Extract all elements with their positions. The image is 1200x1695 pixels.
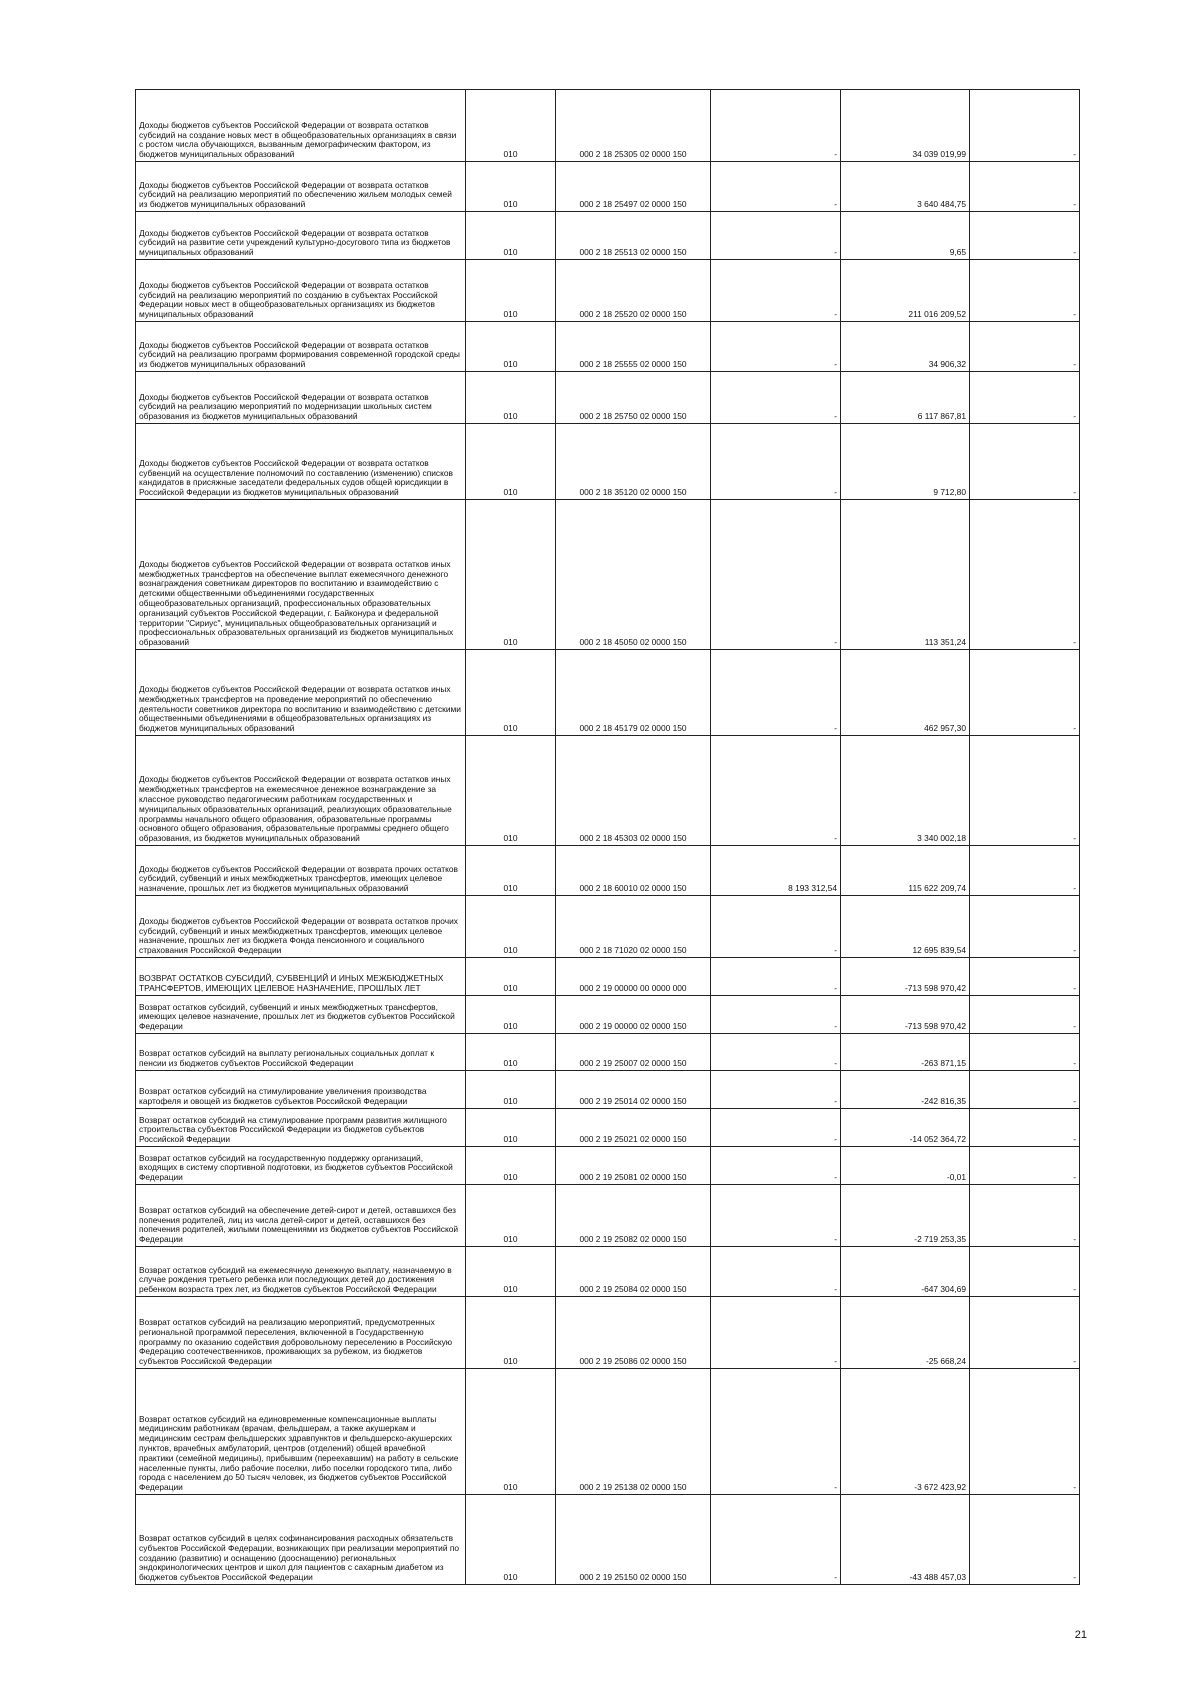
table-row [136,322,1080,372]
row-line-code: 010 [466,996,556,1034]
row-value-2: -14 052 364,72 [841,1109,970,1147]
row-value-1: - [711,424,841,500]
table-row [136,650,1080,736]
row-name: Доходы бюджетов субъектов Российской Федерации от возврата прочих остатков субсидий, субвенций и иных межбюджетных трансфертов, имеющих целевое назначение, прошлых лет из бюджетов муниципальных образований [136,846,466,896]
row-name: Доходы бюджетов субъектов Российской Федерации от возврата остатков иных межбюджетных трансфертов на ежемесячное денежное вознаграждение за классное руководство педагогическим работникам государственных и муниципальных образовательных организаций, реализующих образовательные программы начального общего образования, образовательные программы основного общего образования, образовательные программы среднего общего образования, из бюджетов муниципальных образований [136,736,466,846]
table-row [136,1109,1080,1147]
table-row [136,1034,1080,1071]
row-value-1: - [711,650,841,736]
row-value-1: - [711,212,841,260]
row-value-1: - [711,322,841,372]
row-name: Возврат остатков субсидий в целях софинансирования расходных обязательств субъектов Российской Федерации, возникающих при реализации мероприятий по созданию (развитию) и оснащению (дооснащению) региональных эндокринологических центров и школ для пациентов с сахарным диабетом из бюджетов субъектов Российской Федерации [136,1495,466,1585]
row-value-3: - [970,896,1080,958]
row-name: Возврат остатков субсидий на ежемесячную денежную выплату, назначаемую в случае рождения третьего ребенка или последующих детей до достижения ребенком возраста трех лет, из бюджетов субъектов Российской Федерации [136,1247,466,1297]
row-name: ВОЗВРАТ ОСТАТКОВ СУБСИДИЙ, СУБВЕНЦИЙ И ИНЫХ МЕЖБЮДЖЕТНЫХ ТРАНСФЕРТОВ, ИМЕЮЩИХ ЦЕЛЕВОЕ НАЗНАЧЕНИЕ, ПРОШЛЫХ ЛЕТ [136,958,466,996]
row-name: Возврат остатков субсидий на реализацию мероприятий, предусмотренных региональной программой переселения, включенной в Государственную программу по оказанию содействия добровольному переселению в Российскую Федерацию соотечественников, проживающих за рубежом, из бюджетов субъектов Российской Федерации [136,1297,466,1369]
row-value-2: 34 039 019,99 [841,90,970,162]
row-value-2: 6 117 867,81 [841,372,970,424]
row-name: Возврат остатков субсидий на стимулирование увеличения производства картофеля и овощей из бюджетов субъектов Российской Федерации [136,1071,466,1109]
table-row [136,1185,1080,1247]
page-number: 21 [1074,1629,1087,1641]
row-budget-code: 000 2 19 25021 02 0000 150 [556,1109,711,1147]
row-line-code: 010 [466,260,556,322]
row-value-1: - [711,1297,841,1369]
row-line-code: 010 [466,1297,556,1369]
row-line-code: 010 [466,896,556,958]
row-value-3: - [970,1147,1080,1185]
table-row [136,162,1080,212]
row-line-code: 010 [466,322,556,372]
row-value-3: - [970,1185,1080,1247]
row-value-3: - [970,1297,1080,1369]
row-value-1: - [711,90,841,162]
row-value-1: - [711,500,841,650]
row-value-2: 3 640 484,75 [841,162,970,212]
row-name: Возврат остатков субсидий на стимулирование программ развития жилищного строительства субъектов Российской Федерации из бюджетов субъектов Российской Федерации [136,1109,466,1147]
table-row [136,1297,1080,1369]
row-budget-code: 000 2 19 25007 02 0000 150 [556,1034,711,1071]
row-value-3: - [970,322,1080,372]
row-name: Доходы бюджетов субъектов Российской Федерации от возврата остатков прочих субсидий, субвенций и иных межбюджетных трансфертов, имеющих целевое назначение, прошлых лет из бюджета Фонда пенсионного и социального страхования Российской Федерации [136,896,466,958]
row-value-3: - [970,500,1080,650]
table-row [136,958,1080,996]
row-name: Доходы бюджетов субъектов Российской Федерации от возврата остатков субсидий на реализацию мероприятий по созданию в субъектах Российской Федерации новых мест в общеобразовательных организациях из бюджетов муниципальных образований [136,260,466,322]
row-value-1: - [711,896,841,958]
row-line-code: 010 [466,846,556,896]
table-row [136,1495,1080,1585]
row-name: Доходы бюджетов субъектов Российской Федерации от возврата остатков иных межбюджетных трансфертов на обеспечение выплат ежемесячного денежного вознаграждения советникам директоров по воспитанию и взаимодействию с детскими общественными объединениями государственных общеобразовательных организаций, профессиональных образовательных организаций субъектов Российской Федерации, г. Байконура и федеральной территории "Сириус", муниципальных общеобразовательных организаций и профессиональных образовательных организаций из бюджетов муниципальных образований [136,500,466,650]
row-value-3: - [970,260,1080,322]
row-name: Доходы бюджетов субъектов Российской Федерации от возврата остатков субсидий на создание новых мест в общеобразовательных организациях в связи с ростом числа обучающихся, вызванным демографическим фактором, из бюджетов муниципальных образований [136,90,466,162]
row-value-1: - [711,1247,841,1297]
row-name: Доходы бюджетов субъектов Российской Федерации от возврата остатков субсидий на реализацию мероприятий по обеспечению жильем молодых семей из бюджетов муниципальных образований [136,162,466,212]
row-value-3: - [970,212,1080,260]
row-budget-code: 000 2 18 25520 02 0000 150 [556,260,711,322]
row-value-2: -2 719 253,35 [841,1185,970,1247]
row-value-2: 12 695 839,54 [841,896,970,958]
row-name: Доходы бюджетов субъектов Российской Федерации от возврата остатков субсидий на развитие сети учреждений культурно-досугового типа из бюджетов муниципальных образований [136,212,466,260]
row-value-2: 211 016 209,52 [841,260,970,322]
table-row [136,1247,1080,1297]
row-value-1: - [711,1495,841,1585]
table-row [136,372,1080,424]
row-line-code: 010 [466,958,556,996]
row-name: Возврат остатков субсидий на единовременные компенсационные выплаты медицинским работникам (врачам, фельдшерам, а также акушеркам и медицинским сестрам фельдшерских здравпунктов и фельдшерско-акушерских пунктов, врачебных амбулаторий, центров (отделений) общей врачебной практики (семейной медицины), прибывшим (переехавшим) на работу в сельские населенные пункты, либо рабочие поселки, либо поселки городского типа, либо города с населением до 50 тысяч человек, из бюджетов субъектов Российской Федерации [136,1369,466,1495]
table-row [136,1369,1080,1495]
row-budget-code: 000 2 19 25084 02 0000 150 [556,1247,711,1297]
row-line-code: 010 [466,1109,556,1147]
row-value-3: - [970,1369,1080,1495]
row-value-1: - [711,1185,841,1247]
row-budget-code: 000 2 18 25555 02 0000 150 [556,322,711,372]
row-value-2: -242 816,35 [841,1071,970,1109]
row-line-code: 010 [466,372,556,424]
row-value-3: - [970,1109,1080,1147]
row-value-2: 115 622 209,74 [841,846,970,896]
row-value-3: - [970,958,1080,996]
row-budget-code: 000 2 19 00000 00 0000 000 [556,958,711,996]
row-value-2: -263 871,15 [841,1034,970,1071]
row-value-3: - [970,1071,1080,1109]
row-line-code: 010 [466,162,556,212]
row-name: Доходы бюджетов субъектов Российской Федерации от возврата остатков субсидий на реализацию программ формирования современной городской среды из бюджетов муниципальных образований [136,322,466,372]
row-budget-code: 000 2 18 71020 02 0000 150 [556,896,711,958]
row-value-2: 9 712,80 [841,424,970,500]
row-value-3: - [970,372,1080,424]
row-value-2: 113 351,24 [841,500,970,650]
row-budget-code: 000 2 18 25497 02 0000 150 [556,162,711,212]
row-value-3: - [970,1034,1080,1071]
row-value-2: 3 340 002,18 [841,736,970,846]
table-row [136,500,1080,650]
row-line-code: 010 [466,1147,556,1185]
row-budget-code: 000 2 19 25086 02 0000 150 [556,1297,711,1369]
row-value-2: -3 672 423,92 [841,1369,970,1495]
table-row [136,1147,1080,1185]
row-value-3: - [970,996,1080,1034]
row-value-1: - [711,996,841,1034]
budget-revenue-table [135,89,1080,1585]
row-value-1: 8 193 312,54 [711,846,841,896]
row-name: Возврат остатков субсидий, субвенций и иных межбюджетных трансфертов, имеющих целевое назначение, прошлых лет из бюджетов субъектов Российской Федерации [136,996,466,1034]
row-budget-code: 000 2 18 45050 02 0000 150 [556,500,711,650]
row-budget-code: 000 2 18 45179 02 0000 150 [556,650,711,736]
row-value-1: - [711,162,841,212]
row-name: Доходы бюджетов субъектов Российской Федерации от возврата остатков субвенций на осуществление полномочий по составлению (изменению) списков кандидатов в присяжные заседатели федеральных судов общей юрисдикции в Российской Федерации из бюджетов муниципальных образований [136,424,466,500]
row-value-1: - [711,260,841,322]
row-line-code: 010 [466,1247,556,1297]
row-line-code: 010 [466,1034,556,1071]
row-line-code: 010 [466,650,556,736]
row-budget-code: 000 2 19 25150 02 0000 150 [556,1495,711,1585]
table-row [136,896,1080,958]
row-value-2: -25 668,24 [841,1297,970,1369]
row-line-code: 010 [466,212,556,260]
row-budget-code: 000 2 18 45303 02 0000 150 [556,736,711,846]
row-value-2: 462 957,30 [841,650,970,736]
row-name: Доходы бюджетов субъектов Российской Федерации от возврата остатков иных межбюджетных трансфертов на проведение мероприятий по обеспечению деятельности советников директора по воспитанию и взаимодействию с детскими общественными объединениями в общеобразовательных организациях из бюджетов муниципальных образований [136,650,466,736]
table-row [136,846,1080,896]
row-value-3: - [970,650,1080,736]
table-row [136,260,1080,322]
row-line-code: 010 [466,1369,556,1495]
row-value-3: - [970,1247,1080,1297]
row-value-1: - [711,372,841,424]
row-name: Доходы бюджетов субъектов Российской Федерации от возврата остатков субсидий на реализацию мероприятий по модернизации школьных систем образования из бюджетов муниципальных образований [136,372,466,424]
row-value-2: 9,65 [841,212,970,260]
row-budget-code: 000 2 18 25513 02 0000 150 [556,212,711,260]
row-budget-code: 000 2 18 25305 02 0000 150 [556,90,711,162]
table-body [136,90,1080,1585]
row-line-code: 010 [466,1071,556,1109]
row-value-2: -713 598 970,42 [841,958,970,996]
row-budget-code: 000 2 18 60010 02 0000 150 [556,846,711,896]
row-value-1: - [711,1034,841,1071]
row-budget-code: 000 2 19 25082 02 0000 150 [556,1185,711,1247]
table-row [136,736,1080,846]
row-line-code: 010 [466,736,556,846]
row-budget-code: 000 2 19 00000 02 0000 150 [556,996,711,1034]
row-value-3: - [970,846,1080,896]
table-row [136,996,1080,1034]
row-budget-code: 000 2 19 25014 02 0000 150 [556,1071,711,1109]
row-value-2: -713 598 970,42 [841,996,970,1034]
row-value-3: - [970,1495,1080,1585]
row-value-2: 34 906,32 [841,322,970,372]
row-value-3: - [970,736,1080,846]
table-row [136,424,1080,500]
table-row [136,1071,1080,1109]
row-line-code: 010 [466,1185,556,1247]
row-value-3: - [970,424,1080,500]
row-value-2: -43 488 457,03 [841,1495,970,1585]
row-name: Возврат остатков субсидий на государственную поддержку организаций, входящих в систему спортивной подготовки, из бюджетов субъектов Российской Федерации [136,1147,466,1185]
row-value-1: - [711,958,841,996]
row-budget-code: 000 2 18 35120 02 0000 150 [556,424,711,500]
row-value-1: - [711,1147,841,1185]
row-value-1: - [711,1071,841,1109]
row-budget-code: 000 2 19 25081 02 0000 150 [556,1147,711,1185]
row-budget-code: 000 2 19 25138 02 0000 150 [556,1369,711,1495]
row-line-code: 010 [466,500,556,650]
row-name: Возврат остатков субсидий на выплату региональных социальных доплат к пенсии из бюджетов субъектов Российской Федерации [136,1034,466,1071]
row-budget-code: 000 2 18 25750 02 0000 150 [556,372,711,424]
table-row [136,212,1080,260]
row-value-1: - [711,1369,841,1495]
row-value-3: - [970,90,1080,162]
row-line-code: 010 [466,424,556,500]
row-line-code: 010 [466,90,556,162]
row-value-3: - [970,162,1080,212]
row-value-1: - [711,736,841,846]
row-value-1: - [711,1109,841,1147]
row-value-2: -0,01 [841,1147,970,1185]
table-row [136,90,1080,162]
row-line-code: 010 [466,1495,556,1585]
row-value-2: -647 304,69 [841,1247,970,1297]
row-name: Возврат остатков субсидий на обеспечение детей-сирот и детей, оставшихся без попечения родителей, лиц из числа детей-сирот и детей, оставшихся без попечения родителей, жилыми помещениями из бюджетов субъектов Российской Федерации [136,1185,466,1247]
